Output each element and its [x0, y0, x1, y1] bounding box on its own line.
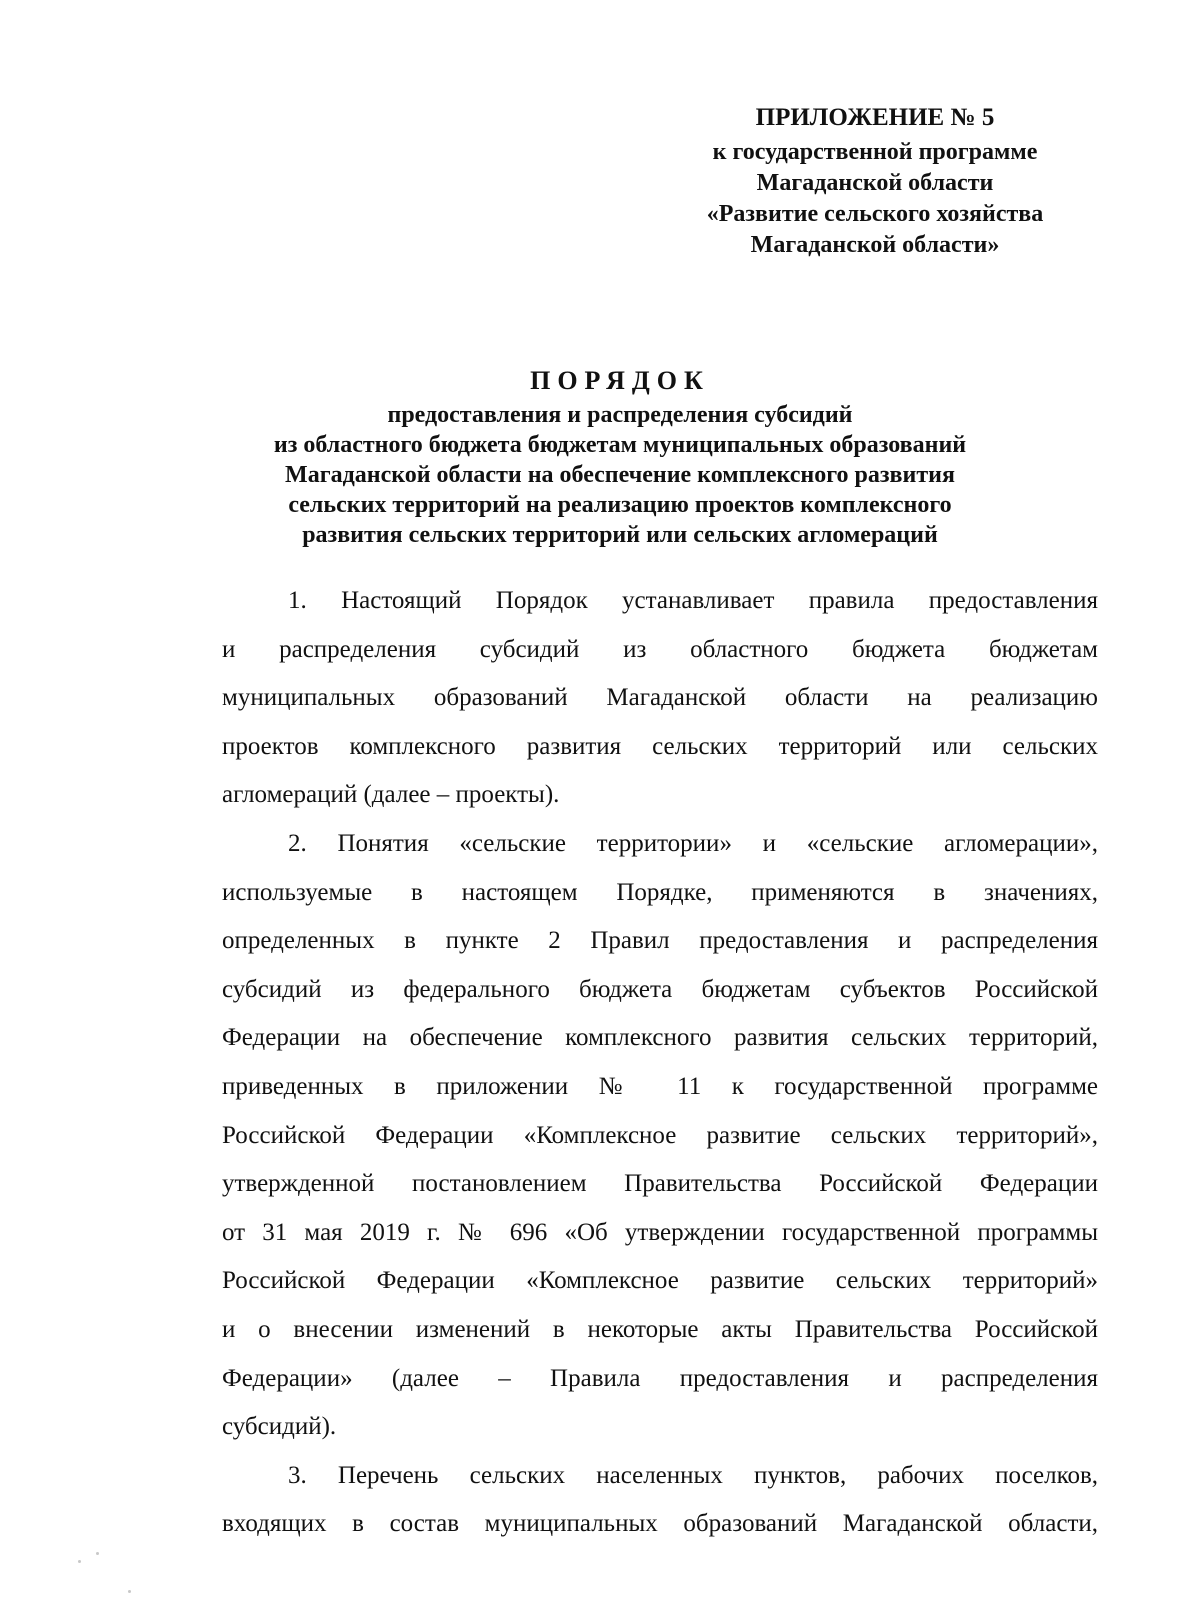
- body-line: муниципальных образований Магаданской области на реализацию: [222, 684, 1098, 712]
- body-line: Федерации на обеспечение комплексного развития сельских территорий,: [222, 1024, 1098, 1052]
- body-line: 2. Понятия «сельские территории» и «сельские агломерации»,: [288, 829, 1098, 857]
- body-line: 3. Перечень сельских населенных пунктов, рабочих поселков,: [288, 1461, 1098, 1489]
- body-line: Федерации» (далее – Правила предоставления и распределения: [222, 1364, 1098, 1392]
- subtitle-line: предоставления и распределения субсидий: [387, 402, 853, 428]
- appendix-line: Магаданской области»: [750, 232, 1000, 258]
- subtitle-line: сельских территорий на реализацию проектов комплексного: [288, 492, 952, 518]
- document-subtitle: [200, 400, 1040, 550]
- scan-artifact: [78, 1560, 81, 1563]
- body-line: 1. Настоящий Порядок устанавливает правила предоставления: [288, 587, 1098, 614]
- body-text: [222, 577, 1098, 1549]
- appendix-header: [640, 102, 1110, 261]
- body-line: Российской Федерации «Комплексное развитие сельских территорий»,: [222, 1121, 1098, 1149]
- body-line: приведенных в приложении № 11 к государственной программе: [222, 1072, 1098, 1100]
- body-line: субсидий из федерального бюджета бюджетам субъектов Российской: [222, 975, 1098, 1003]
- body-line: используемые в настоящем Порядке, применяются в значениях,: [222, 878, 1098, 906]
- body-line: утвержденной постановлением Правительства Российской Федерации: [222, 1170, 1098, 1198]
- body-line: Российской Федерации «Комплексное развитие сельских территорий»: [222, 1267, 1098, 1295]
- body-line: агломераций (далее – проекты).: [222, 781, 560, 809]
- body-line: от 31 мая 2019 г. № 696 «Об утверждении государственной программы: [222, 1218, 1098, 1246]
- subtitle-line: развития сельских территорий или сельских агломераций: [302, 522, 938, 548]
- document-title: ПОРЯДОК: [530, 366, 710, 395]
- appendix-line: Магаданской области: [756, 170, 994, 196]
- body-line: определенных в пункте 2 Правил предоставления и распределения: [222, 927, 1098, 955]
- body-line: проектов комплексного развития сельских территорий или сельских: [222, 732, 1098, 760]
- appendix-line: «Развитие сельского хозяйства: [706, 201, 1044, 227]
- subtitle-line: из областного бюджета бюджетам муниципальных образований: [273, 432, 967, 458]
- body-line: входящих в состав муниципальных образований Магаданской области,: [222, 1510, 1098, 1538]
- body-line: и о внесении изменений в некоторые акты Правительства Российской: [222, 1315, 1098, 1343]
- body-line: и распределения субсидий из областного бюджета бюджетам: [222, 635, 1098, 663]
- scan-artifact: [128, 1590, 131, 1593]
- scan-artifact: [96, 1552, 99, 1555]
- body-line: субсидий).: [222, 1413, 337, 1441]
- appendix-title: ПРИЛОЖЕНИЕ № 5: [755, 104, 995, 131]
- subtitle-line: Магаданской области на обеспечение комплексного развития: [285, 462, 955, 488]
- appendix-line: к государственной программе: [712, 139, 1038, 165]
